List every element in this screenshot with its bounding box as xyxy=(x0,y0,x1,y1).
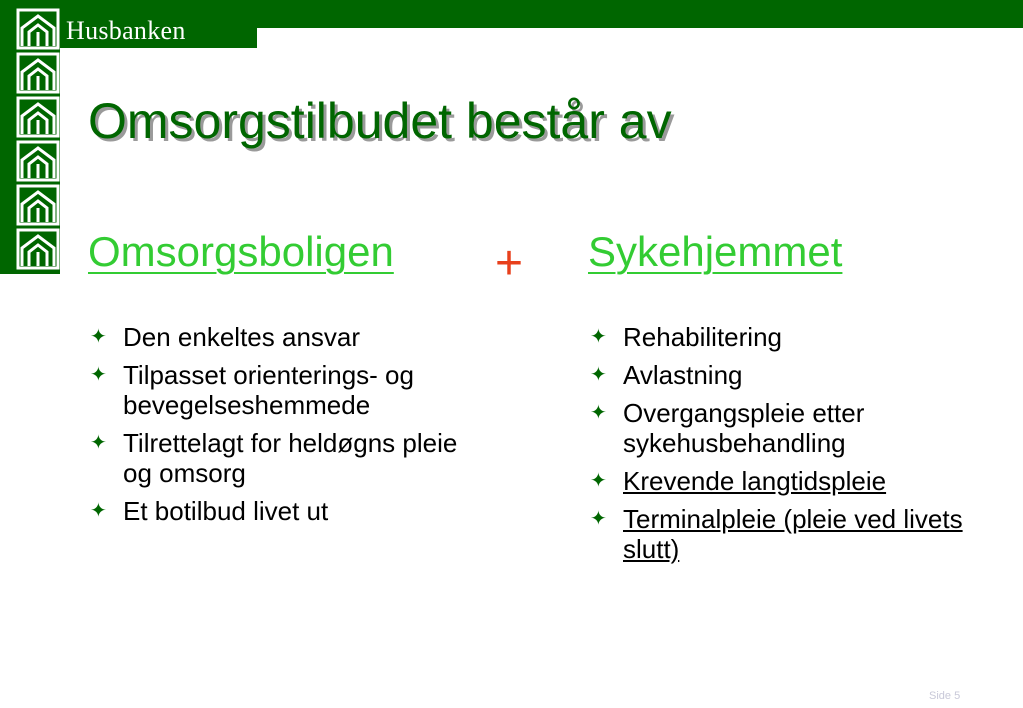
list-item-text: Tilpasset orienterings- og bevegelseshemmede xyxy=(123,360,414,420)
four-point-star-icon: ✦ xyxy=(90,500,107,522)
list-item-text: Overgangspleie etter sykehusbehandling xyxy=(623,398,865,458)
list-item xyxy=(590,360,970,390)
krevende-langtidspleie-link[interactable]: Krevende langtidspleie xyxy=(623,466,887,496)
brand-name: Husbanken xyxy=(66,16,186,45)
four-point-star-icon: ✦ xyxy=(590,402,607,424)
plus-sign: + xyxy=(495,237,524,290)
four-point-star-icon: ✦ xyxy=(590,326,607,348)
house-logo-icon xyxy=(16,140,60,182)
omsorgsboligen-list xyxy=(90,322,490,534)
omsorgsboligen-heading-link[interactable]: Omsorgsboligen xyxy=(88,228,394,275)
list-item-text: Avlastning xyxy=(623,360,743,390)
house-logo-icon xyxy=(16,184,60,226)
four-point-star-icon: ✦ xyxy=(590,364,607,386)
terminalpleie-link[interactable]: Terminalpleie (pleie ved livets slutt) xyxy=(623,504,963,564)
four-point-star-icon: ✦ xyxy=(90,432,107,454)
list-item-text: Tilrettelagt for heldøgns pleie og omsorg xyxy=(123,428,458,488)
list-item xyxy=(90,428,490,488)
logo-strip xyxy=(0,0,60,274)
slide-title: Omsorgstilbudet består av xyxy=(88,93,672,149)
house-logo-icon xyxy=(16,96,60,138)
list-item xyxy=(90,360,490,420)
list-item xyxy=(590,398,970,458)
list-item-text: Rehabilitering xyxy=(623,322,782,352)
four-point-star-icon: ✦ xyxy=(590,508,607,530)
list-item-text: Et botilbud livet ut xyxy=(123,496,329,526)
sykehjemmet-list xyxy=(590,322,970,572)
list-item xyxy=(590,322,970,352)
house-logo-icon xyxy=(16,52,60,94)
four-point-star-icon: ✦ xyxy=(90,326,107,348)
house-logo-icon xyxy=(16,8,60,50)
four-point-star-icon: ✦ xyxy=(90,364,107,386)
list-item xyxy=(590,466,970,496)
house-logo-icon xyxy=(16,228,60,270)
four-point-star-icon: ✦ xyxy=(590,470,607,492)
list-item-text: Den enkeltes ansvar xyxy=(123,322,361,352)
list-item xyxy=(90,496,490,526)
sykehjemmet-heading-link[interactable]: Sykehjemmet xyxy=(588,228,843,275)
list-item xyxy=(90,322,490,352)
list-item xyxy=(590,504,970,564)
page-number: Side 5 xyxy=(929,690,961,702)
